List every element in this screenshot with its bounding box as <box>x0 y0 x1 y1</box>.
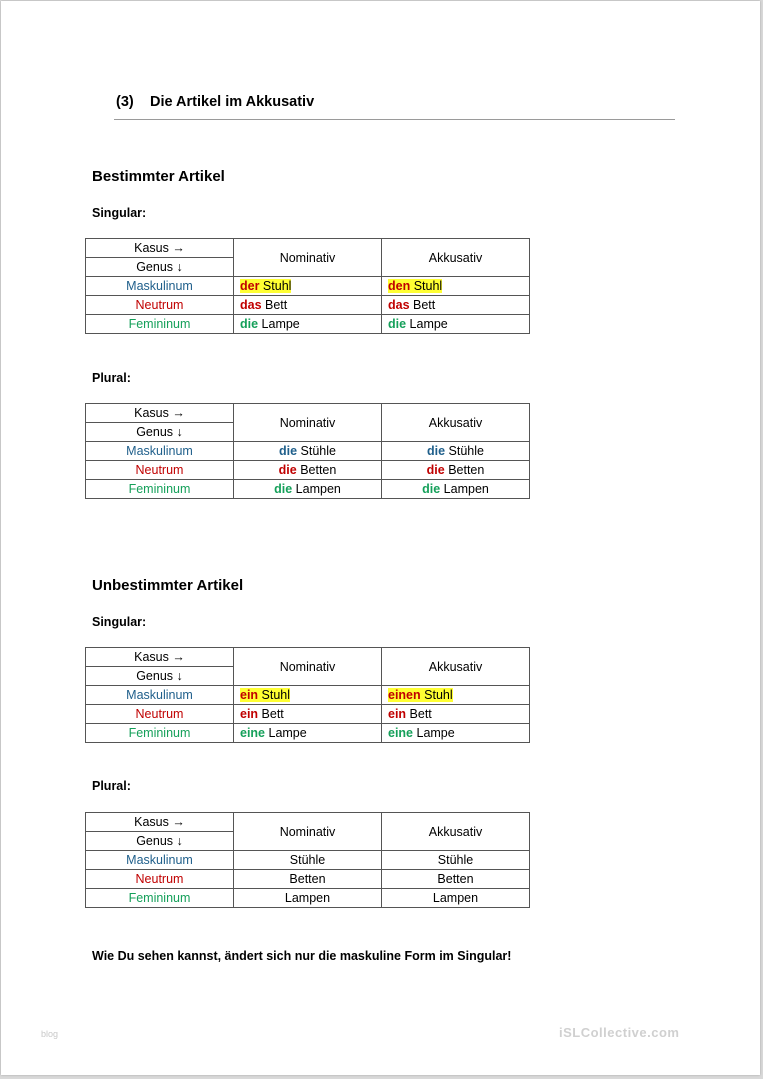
cell-nom-f: die Lampe <box>234 315 382 334</box>
table-row <box>86 461 530 480</box>
label-singular-definite: Singular: <box>92 206 147 220</box>
gender-maskulinum: Maskulinum <box>86 442 234 461</box>
document-page <box>1 1 760 1075</box>
cell-nom-f: Lampen <box>234 889 382 908</box>
arrow-right-icon: → <box>172 241 185 255</box>
arrow-right-icon: → <box>172 650 185 664</box>
col-akkusativ: Akkusativ <box>382 239 530 277</box>
cell-nom-m: Stühle <box>234 851 382 870</box>
kasus-label: Kasus → <box>86 404 234 423</box>
arrow-down-icon: ↓ <box>176 260 183 274</box>
summary-note: Wie Du sehen kannst, ändert sich nur die maskuline Form im Singular! <box>92 949 512 963</box>
cell-akk-m: die Stühle <box>382 442 530 461</box>
gender-maskulinum: Maskulinum <box>86 686 234 705</box>
table-row <box>86 686 530 705</box>
label-plural-definite: Plural: <box>92 371 131 385</box>
cell-akk-m: einen Stuhl <box>382 686 530 705</box>
cell-akk-n: die Betten <box>382 461 530 480</box>
cell-akk-n: ein Bett <box>382 705 530 724</box>
col-akkusativ: Akkusativ <box>382 648 530 686</box>
gender-femininum: Femininum <box>86 889 234 908</box>
col-nominativ: Nominativ <box>234 813 382 851</box>
cell-nom-n: Betten <box>234 870 382 889</box>
table-row <box>86 277 530 296</box>
col-nominativ: Nominativ <box>234 648 382 686</box>
table-definite-singular <box>85 238 530 334</box>
arrow-down-icon: ↓ <box>176 834 183 848</box>
cell-akk-m: Stühle <box>382 851 530 870</box>
cell-nom-m: ein Stuhl <box>234 686 382 705</box>
watermark-logo: iSLCollective.com <box>559 1025 680 1040</box>
gender-neutrum: Neutrum <box>86 461 234 480</box>
arrow-down-icon: ↓ <box>176 425 183 439</box>
kasus-label: Kasus → <box>86 648 234 667</box>
table-definite-plural <box>85 403 530 499</box>
table-row <box>86 442 530 461</box>
table-row <box>86 851 530 870</box>
cell-nom-f: die Lampen <box>234 480 382 499</box>
cell-akk-n: Betten <box>382 870 530 889</box>
genus-label: Genus ↓ <box>86 832 234 851</box>
col-akkusativ: Akkusativ <box>382 404 530 442</box>
table-row <box>86 724 530 743</box>
arrow-right-icon: → <box>172 815 185 829</box>
genus-label: Genus ↓ <box>86 423 234 442</box>
col-akkusativ: Akkusativ <box>382 813 530 851</box>
cell-nom-n: das Bett <box>234 296 382 315</box>
table-row <box>86 705 530 724</box>
table-row <box>86 296 530 315</box>
heading-indefinite: Unbestimmter Artikel <box>92 577 244 594</box>
genus-label: Genus ↓ <box>86 258 234 277</box>
gender-neutrum: Neutrum <box>86 870 234 889</box>
table-row <box>86 889 530 908</box>
table-row <box>86 870 530 889</box>
gender-neutrum: Neutrum <box>86 705 234 724</box>
cell-nom-m: die Stühle <box>234 442 382 461</box>
gender-neutrum: Neutrum <box>86 296 234 315</box>
cell-akk-n: das Bett <box>382 296 530 315</box>
cell-nom-n: ein Bett <box>234 705 382 724</box>
arrow-right-icon: → <box>172 406 185 420</box>
arrow-down-icon: ↓ <box>176 669 183 683</box>
gender-maskulinum: Maskulinum <box>86 851 234 870</box>
footer-blog-label: blog <box>41 1029 59 1039</box>
page-title <box>114 91 675 120</box>
cell-akk-f: eine Lampe <box>382 724 530 743</box>
cell-akk-m: den Stuhl <box>382 277 530 296</box>
kasus-label: Kasus → <box>86 813 234 832</box>
cell-nom-f: eine Lampe <box>234 724 382 743</box>
table-indefinite-plural <box>85 812 530 908</box>
col-nominativ: Nominativ <box>234 239 382 277</box>
gender-maskulinum: Maskulinum <box>86 277 234 296</box>
genus-label: Genus ↓ <box>86 667 234 686</box>
cell-nom-m: der Stuhl <box>234 277 382 296</box>
table-row <box>86 480 530 499</box>
table-header-row <box>86 239 530 258</box>
cell-akk-f: die Lampe <box>382 315 530 334</box>
gender-femininum: Femininum <box>86 724 234 743</box>
col-nominativ: Nominativ <box>234 404 382 442</box>
label-singular-indefinite: Singular: <box>92 615 147 629</box>
label-plural-indefinite: Plural: <box>92 779 131 793</box>
gender-femininum: Femininum <box>86 315 234 334</box>
heading-definite: Bestimmter Artikel <box>92 168 225 185</box>
cell-nom-n: die Betten <box>234 461 382 480</box>
table-row <box>86 315 530 334</box>
gender-femininum: Femininum <box>86 480 234 499</box>
cell-akk-f: Lampen <box>382 889 530 908</box>
title-text: Die Artikel im Akkusativ <box>150 94 315 110</box>
table-indefinite-singular <box>85 647 530 743</box>
title-number: (3) <box>116 94 134 110</box>
cell-akk-f: die Lampen <box>382 480 530 499</box>
kasus-label: Kasus → <box>86 239 234 258</box>
